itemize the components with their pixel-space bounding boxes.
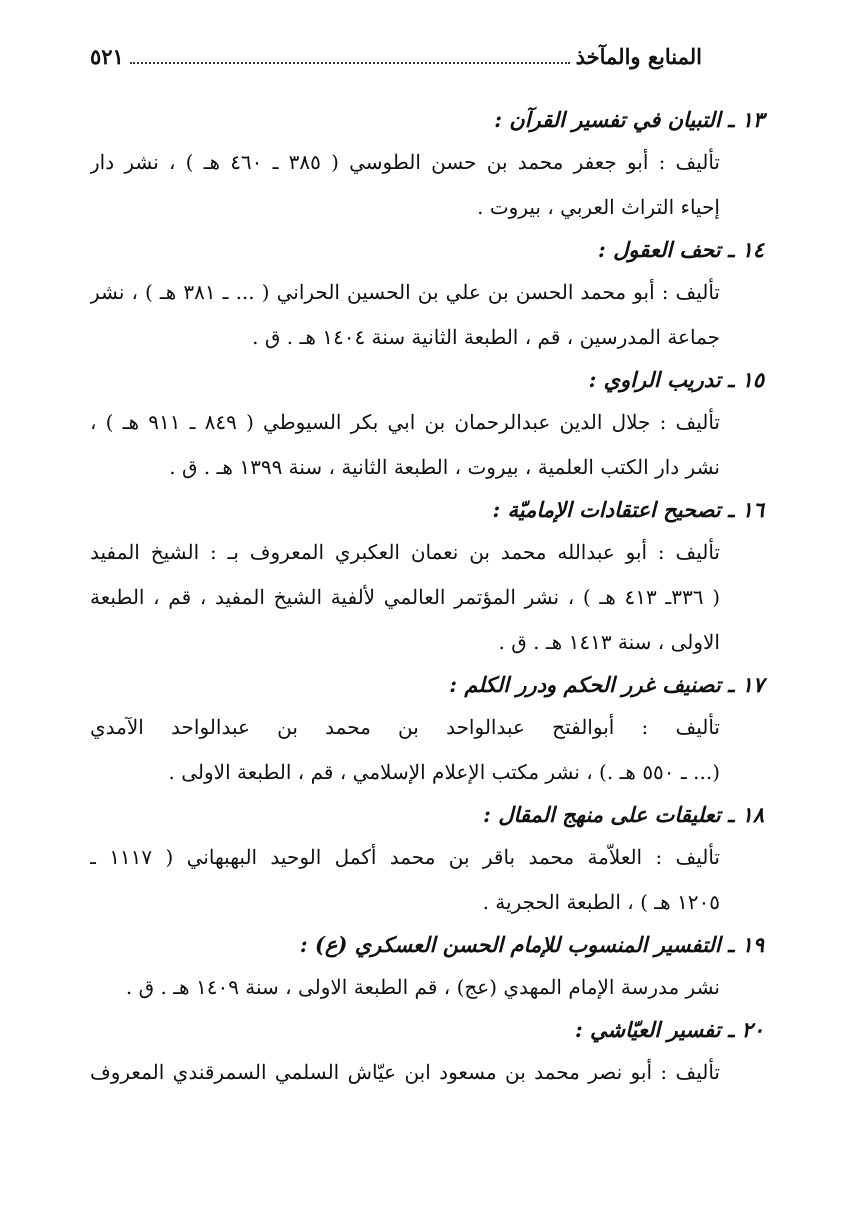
entry-heading: ١٨ ـ تعليقات على منهج المقال :: [483, 802, 764, 827]
entry-line: ( ٣٣٦ـ ٤١٣ هـ ) ، نشر المؤتمر العالمي لألفية الشيخ المفيد ، قم ، الطبعة: [90, 585, 720, 609]
entry-line: تأليف : أبو نصر محمد بن مسعود ابن عيّاش السلمي السمرقندي المعروف: [90, 1060, 720, 1084]
entry-line: تأليف : أبو عبدالله محمد بن نعمان العكبري المعروف بـ : الشيخ المفيد: [90, 540, 720, 564]
bibliography-entry-17: [90, 665, 764, 795]
bibliography-entry-18: [90, 795, 764, 925]
entry-line: تأليف : أبو محمد الحسن بن علي بن الحسين الحراني ( ... ـ ٣٨١ هـ ) ، نشر: [90, 280, 720, 304]
entry-line: نشر دار الكتب العلمية ، بيروت ، الطبعة الثانية ، سنة ١٣٩٩ هـ . ق .: [169, 455, 720, 479]
running-header: [90, 36, 702, 76]
entry-heading: ١٤ ـ تحف العقول :: [598, 237, 764, 262]
entry-line: نشر مدرسة الإمام المهدي (عج) ، قم الطبعة الاولى ، سنة ١٤٠٩ هـ . ق .: [125, 975, 720, 999]
entry-heading: ١٩ ـ التفسير المنسوب للإمام الحسن العسكري (ع) :: [299, 932, 764, 957]
entry-line: الاولى ، سنة ١٤١٣ هـ . ق .: [498, 630, 720, 654]
entry-line: تأليف : جلال الدين عبدالرحمان بن ابي بكر السيوطي ( ٨٤٩ ـ ٩١١ هـ ) ،: [90, 410, 720, 434]
entry-heading: ١٥ ـ تدريب الراوي :: [588, 367, 764, 392]
entry-heading: ١٦ ـ تصحيح اعتقادات الإماميّة :: [492, 497, 764, 522]
entry-heading: ١٣ ـ التبيان في تفسير القرآن :: [494, 107, 764, 132]
bibliography-entry-15: [90, 360, 764, 490]
entry-line: تأليف : العلاّمة محمد باقر بن محمد أكمل الوحيد البهبهاني ( ١١١٧ ـ: [90, 845, 720, 869]
header-leader-dots: [130, 60, 570, 64]
bibliography-entry-16: [90, 490, 764, 665]
entry-line: ١٢٠٥ هـ ) ، الطبعة الحجرية .: [482, 890, 720, 914]
entry-line: تأليف : أبو جعفر محمد بن حسن الطوسي ( ٣٨٥ ـ ٤٦٠ هـ ) ، نشر دار: [90, 150, 721, 174]
header-title: المنابع والمآخذ: [575, 43, 702, 69]
page-number: ٥٢١: [90, 43, 124, 69]
entry-heading: ١٧ ـ تصنيف غرر الحكم ودرر الكلم :: [449, 672, 764, 697]
entry-line: (... ـ ٥٥٠ هـ .) ، نشر مكتب الإعلام الإسلامي ، قم ، الطبعة الاولى .: [168, 760, 720, 784]
entry-line: تأليف : أبوالفتح عبدالواحد بن محمد بن عبدالواحد الآمدي: [90, 715, 720, 739]
entry-line: جماعة المدرسين ، قم ، الطبعة الثانية سنة ١٤٠٤ هـ . ق .: [252, 325, 720, 349]
bibliography-entry-19: [90, 925, 764, 1010]
entry-line: إحياء التراث العربي ، بيروت .: [477, 195, 720, 219]
bibliography-entry-20: [90, 1010, 764, 1095]
bibliography-entry-14: [90, 230, 764, 360]
bibliography-list: [90, 100, 764, 1095]
bibliography-entry-13: [90, 100, 764, 230]
entry-heading: ٢٠ ـ تفسير العيّاشي :: [574, 1017, 764, 1042]
